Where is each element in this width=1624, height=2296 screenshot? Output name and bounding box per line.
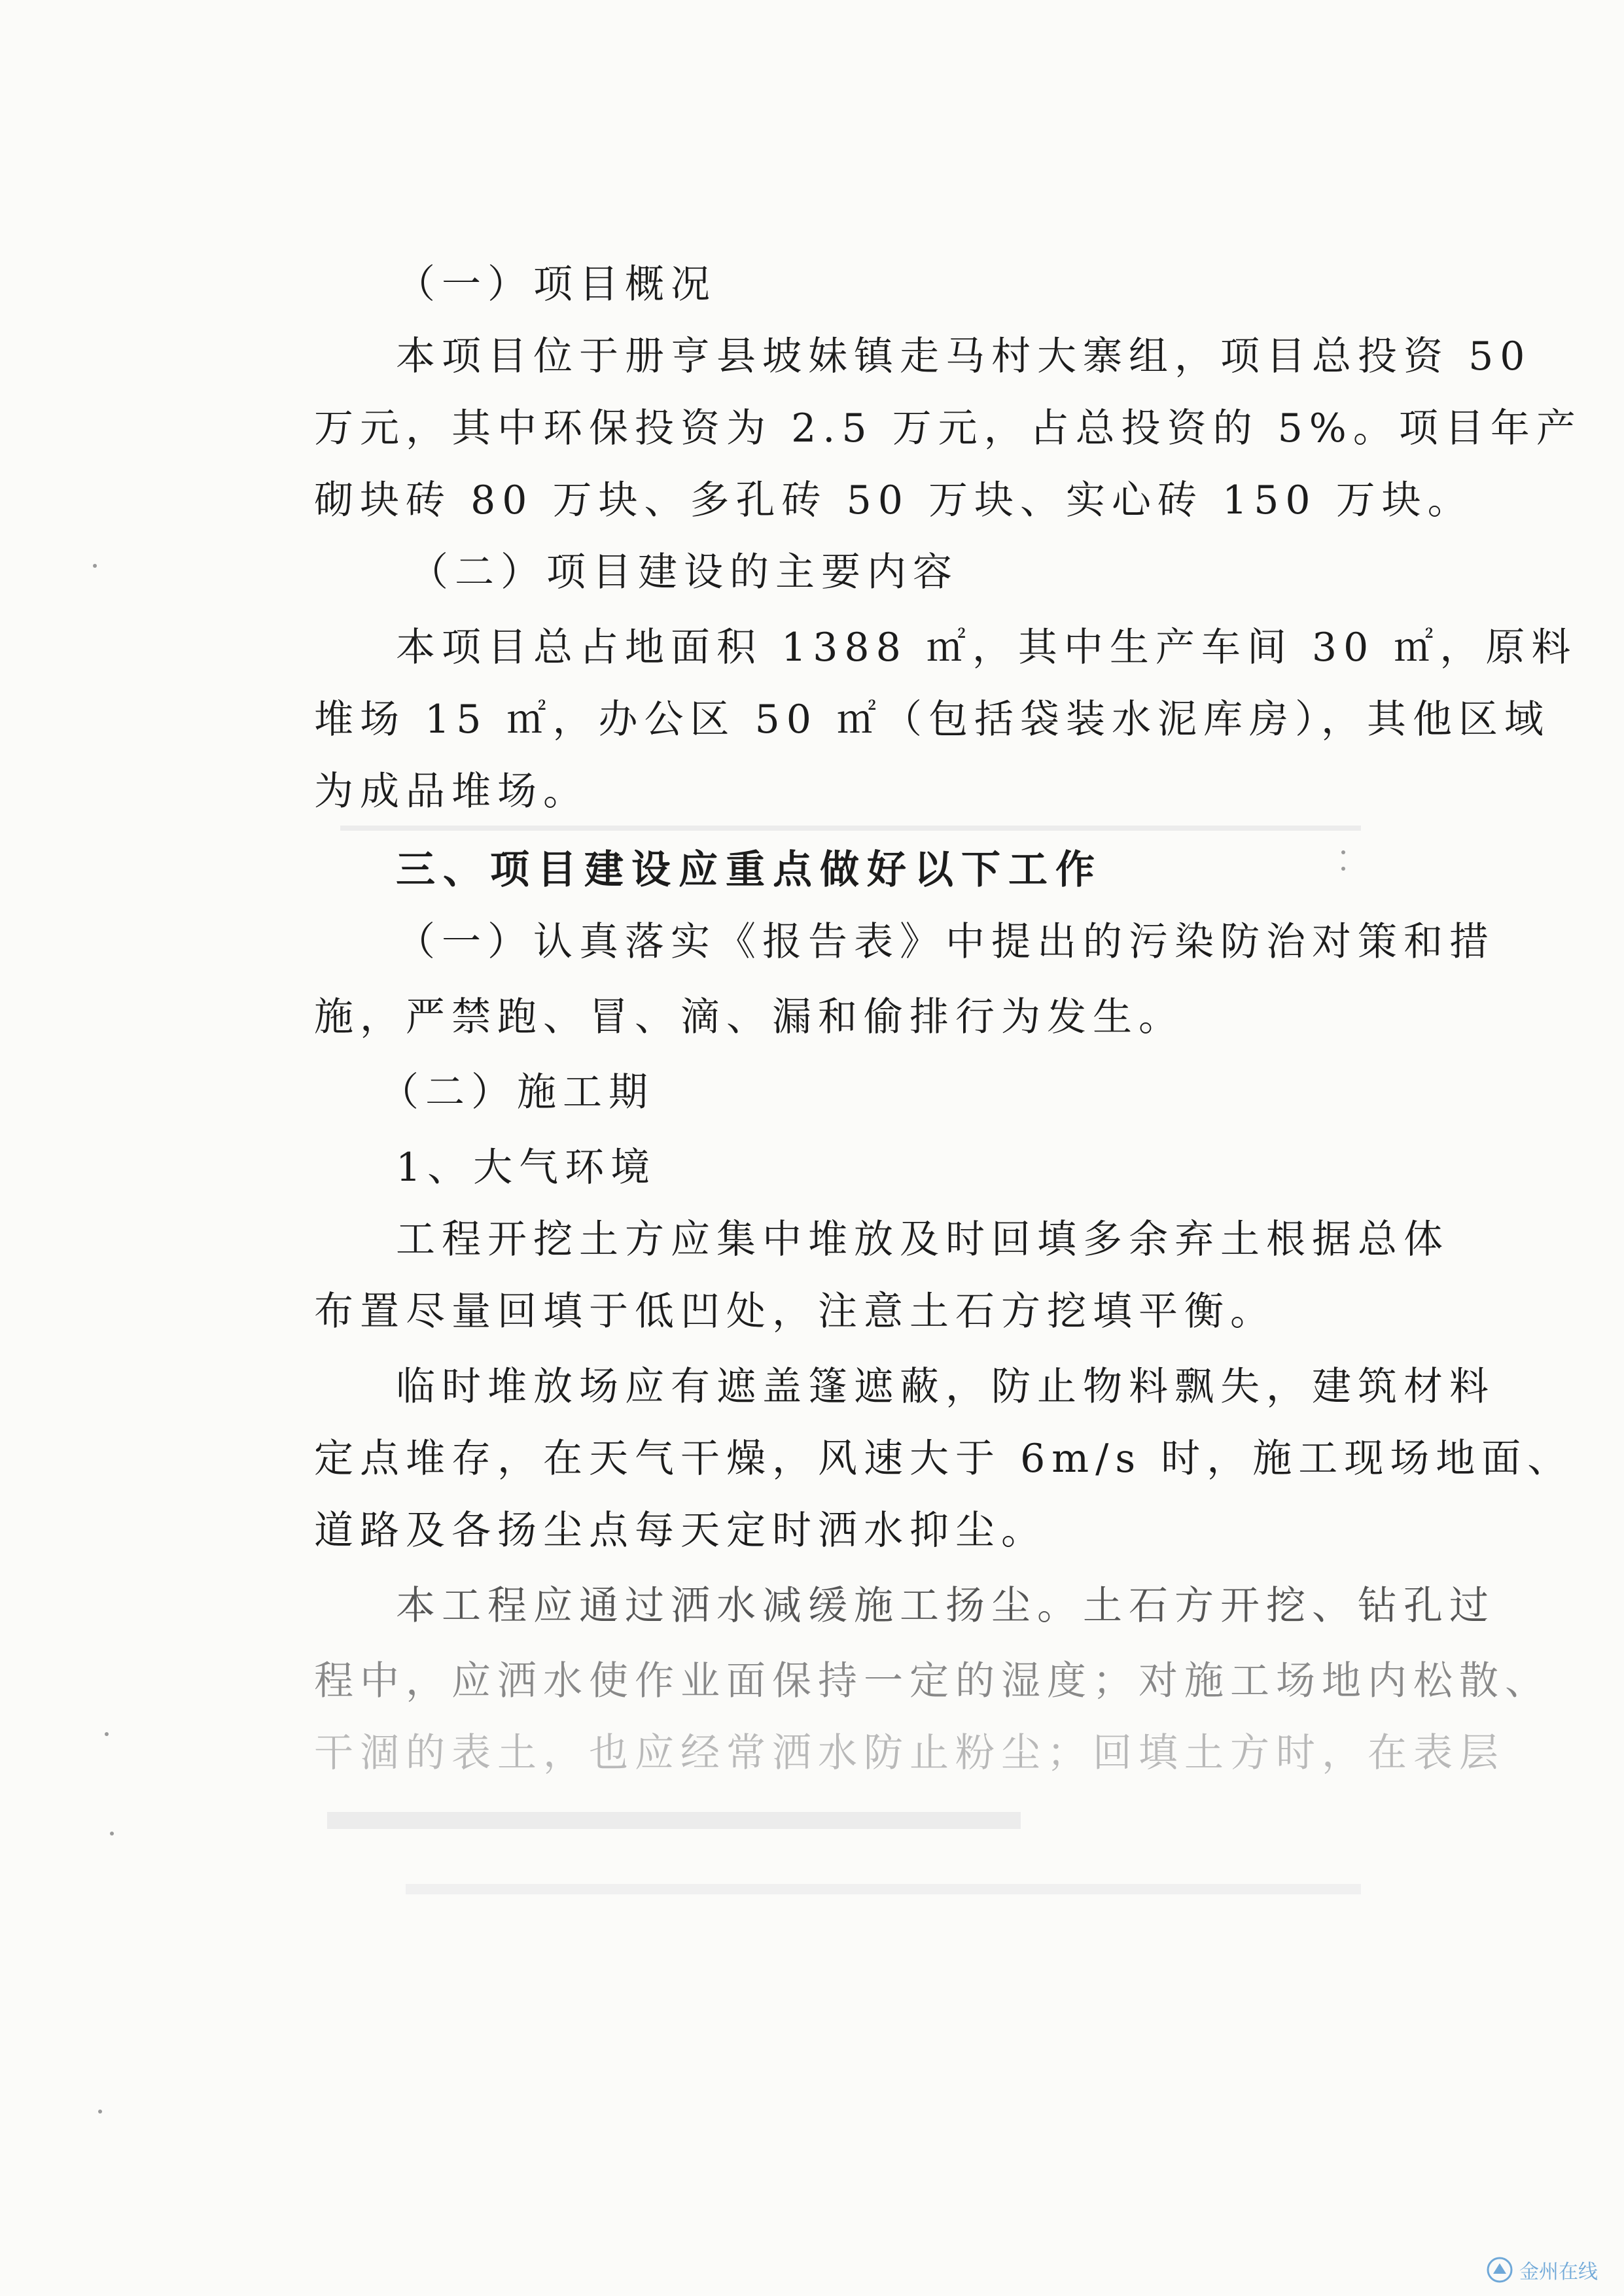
scan-artifact bbox=[340, 826, 1361, 831]
scan-artifact bbox=[1341, 850, 1345, 854]
paragraph-line: 为成品堆场。 bbox=[314, 769, 589, 814]
watermark-logo-icon bbox=[1487, 2257, 1513, 2283]
paragraph-line: 临时堆放场应有遮盖篷遮蔽，防止物料飘失，建筑材料 bbox=[396, 1364, 1495, 1410]
section-heading-construction-content: （二）项目建设的主要内容 bbox=[409, 549, 959, 595]
scan-artifact bbox=[110, 1832, 114, 1835]
section-heading-project-overview: （一）项目概况 bbox=[396, 262, 716, 307]
scan-artifact bbox=[93, 564, 97, 568]
paragraph-line: 布置尽量回填于低凹处，注意土石方挖填平衡。 bbox=[314, 1289, 1276, 1334]
scan-artifact bbox=[1341, 867, 1345, 871]
paragraph-line: 工程开挖土方应集中堆放及时回填多余弃土根据总体 bbox=[396, 1217, 1449, 1262]
scan-artifact bbox=[98, 2110, 102, 2113]
paragraph-line: 干涸的表土，也应经常洒水防止粉尘；回填土方时，在表层 bbox=[314, 1730, 1505, 1776]
paragraph-line: 砌块砖 80 万块、多孔砖 50 万块、实心砖 150 万块。 bbox=[314, 478, 1474, 523]
paragraph-line: 施，严禁跑、冒、滴、漏和偷排行为发生。 bbox=[314, 994, 1184, 1040]
paragraph-line: 道路及各扬尘点每天定时洒水抑尘。 bbox=[314, 1508, 1047, 1554]
scan-artifact bbox=[105, 1732, 109, 1736]
section-heading-atmosphere: 1、大气环境 bbox=[396, 1145, 657, 1191]
paragraph-line: 定点堆存，在天气干燥，风速大于 6m/s 时，施工现场地面、 bbox=[314, 1436, 1574, 1482]
watermark-text: 金州在线 bbox=[1519, 2261, 1598, 2284]
paragraph-line: 本项目位于册亨县坡妹镇走马村大寨组，项目总投资 50 bbox=[396, 334, 1532, 379]
watermark bbox=[1487, 2255, 1598, 2284]
scan-artifact bbox=[327, 1812, 1021, 1829]
paragraph-line: 本项目总占地面积 1388 ㎡，其中生产车间 30 ㎡，原料 bbox=[396, 625, 1578, 670]
paragraph-line: 万元，其中环保投资为 2.5 万元，占总投资的 5%。项目年产 bbox=[314, 406, 1582, 451]
scan-artifact bbox=[406, 1884, 1361, 1894]
paragraph-line: （一）认真落实《报告表》中提出的污染防治对策和措 bbox=[396, 919, 1495, 965]
section-heading-construction-period: （二）施工期 bbox=[380, 1070, 654, 1115]
paragraph-line: 堆场 15 ㎡，办公区 50 ㎡（包括袋装水泥库房），其他区域 bbox=[314, 697, 1550, 742]
section-heading-key-work: 三、项目建设应重点做好以下工作 bbox=[396, 847, 1103, 893]
paragraph-line: 本工程应通过洒水减缓施工扬尘。土石方开挖、钻孔过 bbox=[396, 1583, 1495, 1629]
paragraph-line: 程中，应洒水使作业面保持一定的湿度；对施工场地内松散、 bbox=[314, 1658, 1551, 1704]
